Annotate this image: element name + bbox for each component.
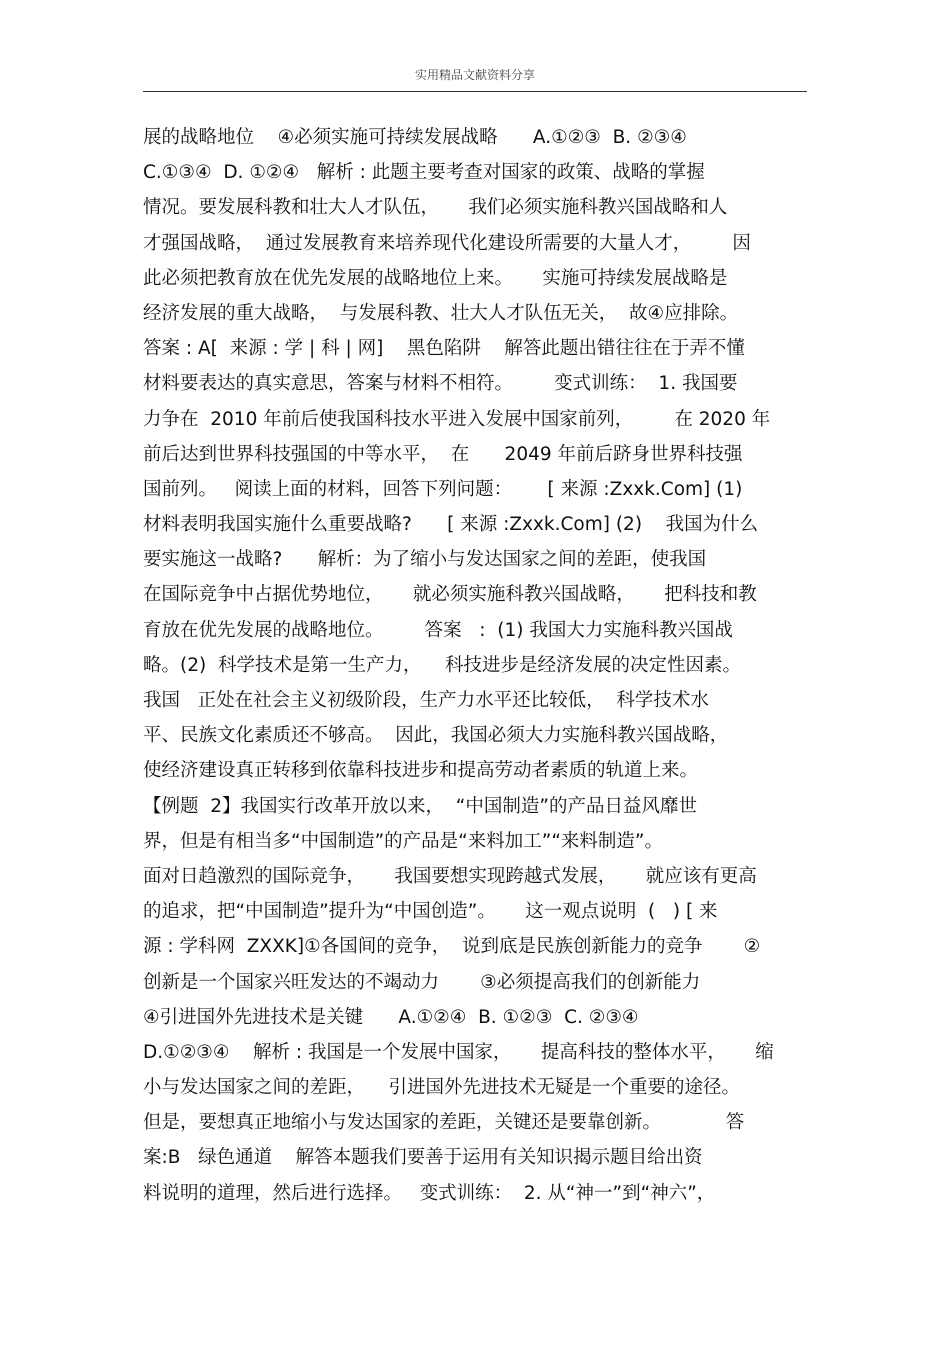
page-header: 实用精品文献资料分享	[414, 68, 535, 82]
text-line: 平、民族文化素质还不够高。 因此，我国必须大力实施科教兴国战略，	[143, 725, 729, 747]
text-line: 答案 : A[ 来源 : 学 | 科 | 网] 黑色陷阱 解答此题出错往往在于弄不懂	[143, 338, 745, 360]
text-line: 源 : 学科网 ZXXK]①各国间的竞争， 说到底是民族创新能力的竞争 ②	[143, 936, 761, 958]
text-line: 展的战略地位 ④必须实施可持续发展战略 A.①②③ B. ②③④	[143, 127, 687, 148]
text-line: C.①③④ D. ①②④ 解析 : 此题主要考查对国家的政策、战略的掌握	[143, 162, 705, 184]
text-line: 但是，要想真正地缩小与发达国家的差距，关键还是要靠创新。 答	[143, 1112, 745, 1134]
text-line: 界，但是有相当多“中国制造”的产品是“来料加工”“来料制造”。	[143, 830, 664, 852]
text-line: D.①②③④ 解析 : 我国是一个发展中国家， 提高科技的整体水平， 缩	[143, 1041, 774, 1063]
text-line: 料说明的道理，然后进行选择。 变式训练： 2. 从“神一”到“神六”，	[143, 1182, 716, 1204]
text-line: 使经济建设真正转移到依靠科技进步和提高劳动者素质的轨道上来。	[143, 760, 699, 782]
text-line: 经济发展的重大战略， 与发展科教、壮大人才队伍无关， 故④应排除。	[143, 302, 739, 324]
text-line: 育放在优先发展的战略地位。 答案 : (1) 我国大力实施科教兴国战	[143, 619, 733, 641]
text-line: 材料表明我国实施什么重要战略? [ 来源 :Zxxk.Com] (2) 我国为什么	[143, 514, 759, 536]
text-line: 此必须把教育放在优先发展的战略地位上来。 实施可持续发展战略是	[143, 267, 728, 289]
text-line: 材料要表达的真实意思，答案与材料不相符。 变式训练： 1. 我国要	[143, 373, 738, 395]
text-line: 的追求，把“中国制造”提升为“中国创造”。 这一观点说明 ( ) [ 来	[143, 901, 718, 923]
text-line: 要实施这一战略? 解析：为了缩小与发达国家之间的差距，使我国	[143, 549, 707, 571]
text-line: 略。(2) 科学技术是第一生产力， 科技进步是经济发展的决定性因素。	[143, 654, 741, 676]
text-line: 国前列。 阅读上面的材料，回答下列问题： [ 来源 :Zxxk.Com] (1)	[143, 478, 743, 500]
text-line: 情况。要发展科教和壮大人才队伍， 我们必须实施科教兴国战略和人	[143, 197, 728, 219]
text-line: 我国 正处在社会主义初级阶段，生产力水平还比较低， 科学技术水	[143, 690, 709, 711]
text-line: 力争在 2010 年前后使我国科技水平进入发展中国家前列， 在 2020 年	[143, 408, 771, 430]
text-line: 面对日趋激烈的国际竞争， 我国要想实现跨越式发展， 就应该有更高	[143, 865, 757, 887]
header-divider	[143, 91, 807, 92]
text-line: 前后达到世界科技强国的中等水平， 在 2049 年前后跻身世界科技强	[143, 443, 743, 465]
text-line: 【例题 2】我国实行改革开放以来， “中国制造”的产品日益风靡世	[143, 795, 697, 817]
document-body	[143, 120, 813, 1211]
text-line: 小与发达国家之间的差距， 引进国外先进技术无疑是一个重要的途径。	[143, 1077, 741, 1099]
text-line: ④引进国外先进技术是关键 A.①②④ B. ①②③ C. ②③④	[143, 1006, 639, 1028]
text-line: 才强国战略， 通过发展教育来培养现代化建设所需要的大量人才， 因	[143, 232, 751, 254]
text-line: 创新是一个国家兴旺发达的不竭动力 ③必须提高我们的创新能力	[143, 971, 701, 993]
text-line: 案:B 绿色通道 解答本题我们要善于运用有关知识揭示题目给出资	[143, 1147, 703, 1169]
text-line: 在国际竞争中占据优势地位， 就必须实施科教兴国战略， 把科技和教	[143, 584, 757, 606]
